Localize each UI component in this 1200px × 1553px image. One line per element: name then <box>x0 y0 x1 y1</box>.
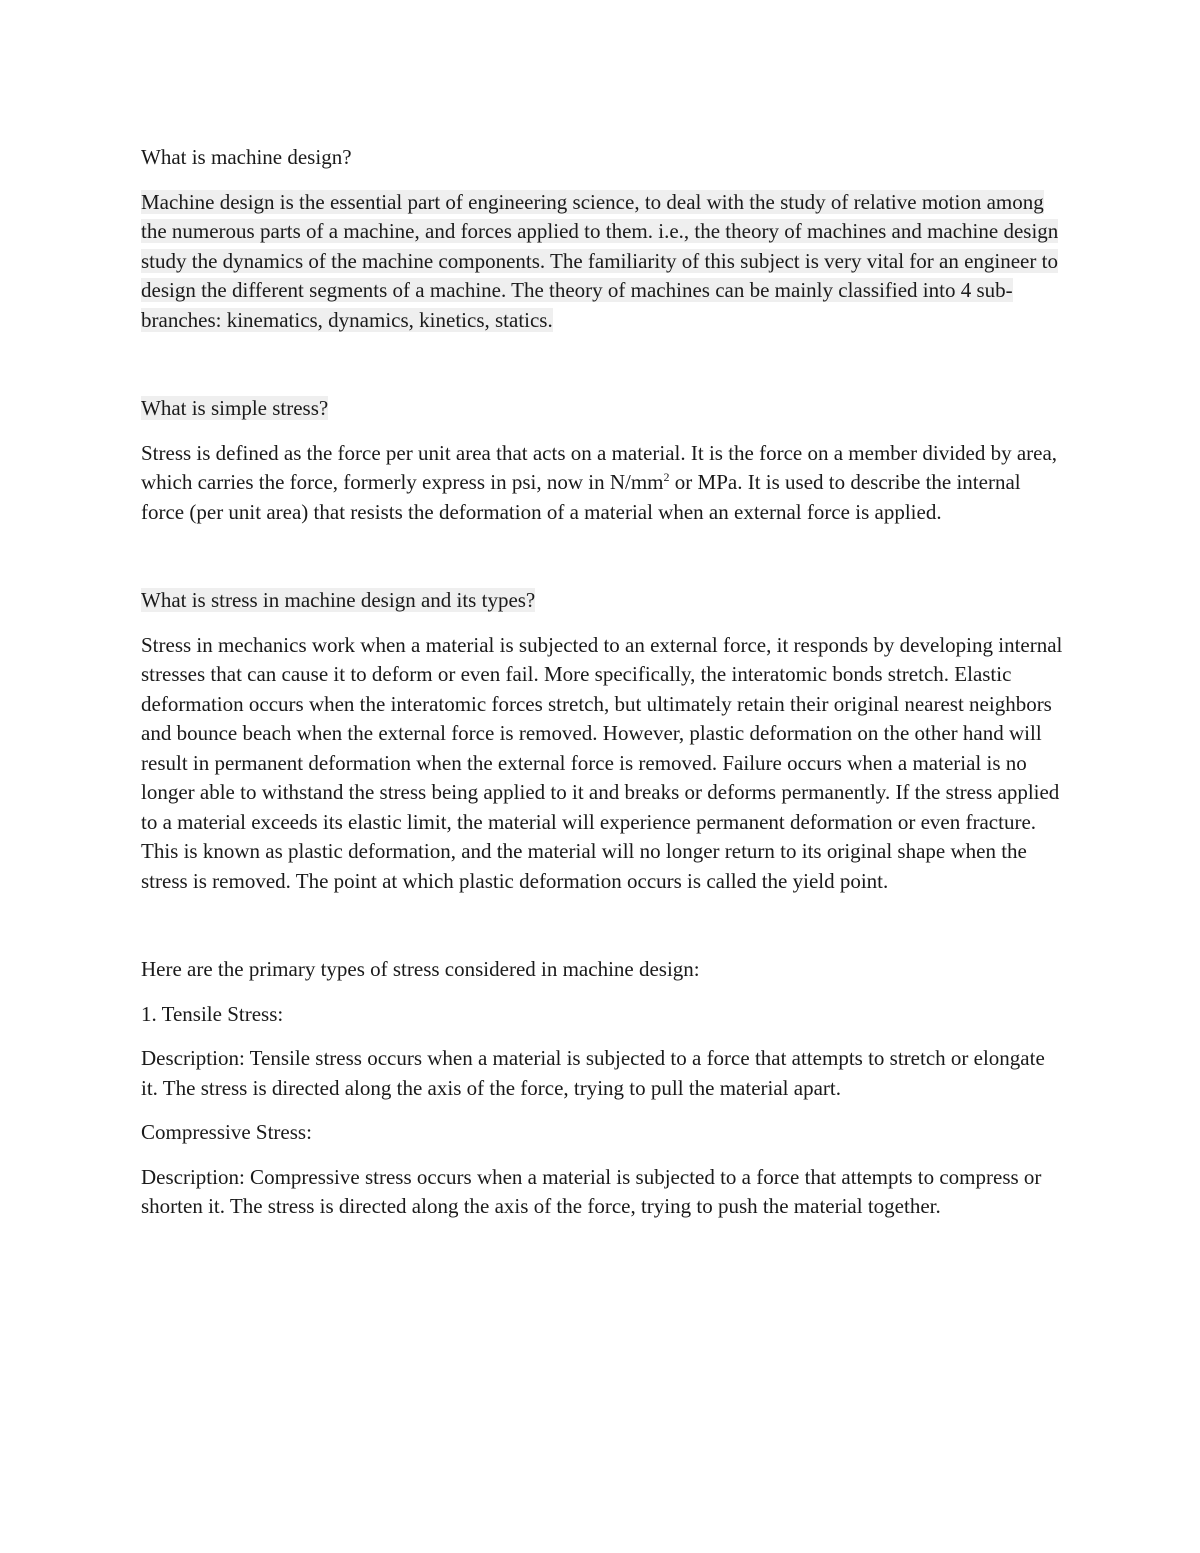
paragraph-tensile-stress: Description: Tensile stress occurs when a material is subjected to a force that attempts to stretch or elongate it. The stress is directed along the axis of the force, trying to pull the material apart. <box>141 1046 1045 1100</box>
paragraph-machine-design <box>141 188 1066 336</box>
heading-simple-stress: What is simple stress? <box>141 396 329 420</box>
document-page <box>141 140 1066 1222</box>
paragraph-stress-mechanics: Stress in mechanics work when a material is subjected to an external force, it responds by developing internal stresses that can cause it to deform or even fail. More specifically, the interatomic bonds stretch. Elastic deformation occurs when the interatomic forces stretch, but ultimately retain their original nearest neighbors and bounce beach when the external force is removed. However, plastic deformation on the other hand will result in permanent deformation when the external force is removed. Failure occurs when a material is no longer able to withstand the stress being applied to it and breaks or deforms permanently. If the stress applied to a material exceeds its elastic limit, the material will experience permanent deformation or even fracture. This is known as plastic deformation, and the material will no longer return to its original shape when the stress is removed. The point at which plastic deformation occurs is called the yield point. <box>141 632 1063 893</box>
highlighted-text: Machine design is the essential part of engineering science, to deal with the study of relative motion among the numerous parts of a machine, and forces applied to them. i.e., the theory of machines and machine design study the dynamics of the machine components. The familiarity of this subject is very vital for an engineer to design the different segments of a machine. The theory of machines can be mainly classified into 4 sub-branches: kinematics, dynamics, kinetics, statics. <box>141 189 1059 332</box>
types-intro: Here are the primary types of stress considered in machine design: <box>141 957 700 981</box>
heading-compressive-stress: Compressive Stress: <box>141 1120 312 1144</box>
paragraph-simple-stress: Stress is defined as the force per unit area that acts on a material. It is the force on a member divided by area, which carries the force, formerly express in psi, now in $N/mm^2$ or MPa. It is used to describe the internal force (per unit area) that resists the deformation of a material when an external force is applied. <box>141 440 1058 524</box>
heading-stress-types: What is stress in machine design and its types? <box>141 588 536 612</box>
heading-machine-design: What is machine design? <box>141 145 352 169</box>
heading-tensile-stress: 1. Tensile Stress: <box>141 1001 284 1026</box>
paragraph-compressive-stress: Description: Compressive stress occurs when a material is subjected to a force that attempts to compress or shorten it. The stress is directed along the axis of the force, trying to push the material together. <box>141 1164 1042 1218</box>
superscript: 2 <box>663 470 670 484</box>
